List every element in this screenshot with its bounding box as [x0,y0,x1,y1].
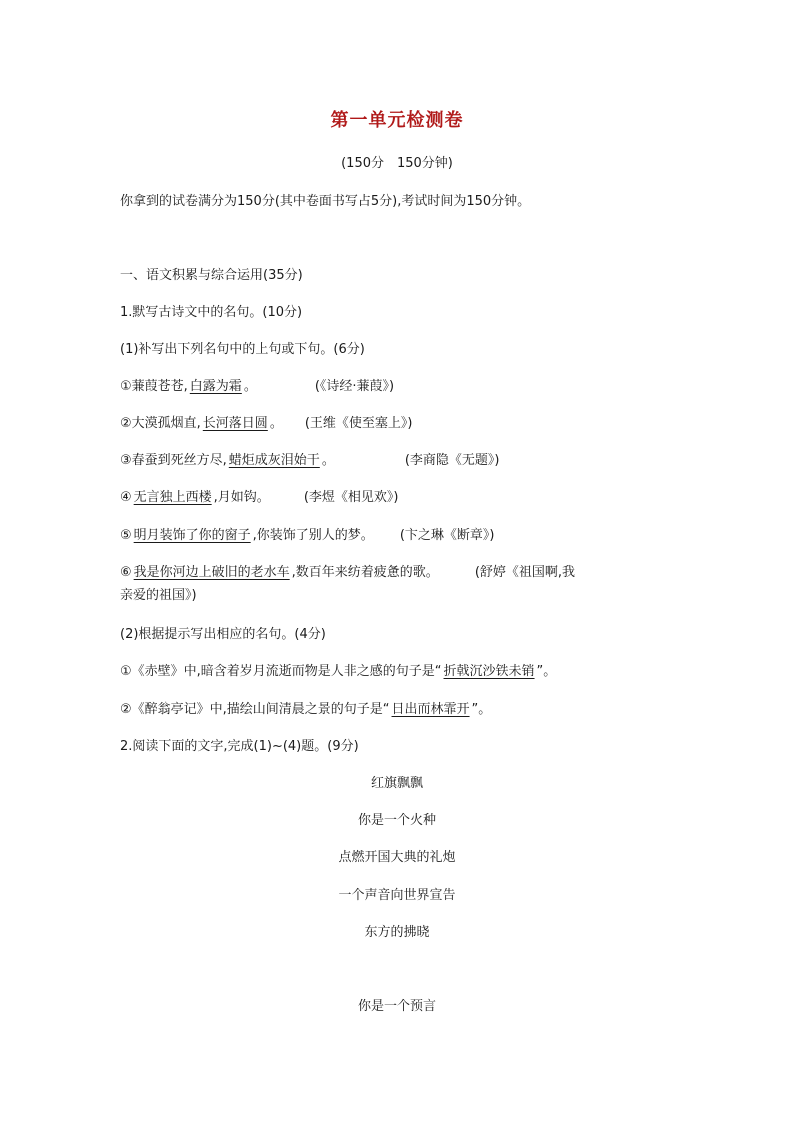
poem-line: 点燃开国大典的礼炮 [338,850,456,865]
fill-item-source: (王维《使至塞上》) [304,416,413,431]
fill-item-answer: 无言独上西楼 [133,490,212,505]
fill-item-2 [120,414,412,434]
recall-item-prompt: ②《醉翁亭记》中,描绘山间清晨之景的句子是“ [120,702,390,717]
section-heading: 一、语文积累与综合运用(35分) [120,268,303,283]
fill-item-4 [120,488,398,508]
fill-item-source: (舒婷《祖国啊,我 [474,565,576,580]
fill-item-suffix: 。 [321,453,335,468]
exam-subtitle: (150分 150分钟) [341,156,453,171]
fill-item-suffix: ,月如钩。 [213,490,270,505]
fill-item-1 [120,377,394,397]
fill-item-6-source-continued: 亲爱的祖国》) [120,588,197,603]
fill-item-answer: 我是你河边上破旧的老水车 [133,565,290,580]
poem-line: 东方的拂晓 [364,925,430,940]
fill-item-suffix: ,数百年来纺着疲惫的歌。 [291,565,439,580]
fill-item-prefix: ⑤ [120,528,132,543]
fill-item-suffix: 。 [243,379,257,394]
poem-line: 你是一个预言 [357,999,436,1014]
recall-item-prompt: ①《赤壁》中,暗含着岁月流逝而物是人非之感的句子是“ [120,664,442,679]
fill-item-answer: 蜡炬成灰泪始干 [228,453,320,468]
fill-item-source: (《诗经·蒹葭》) [314,379,395,394]
fill-item-prefix: ②大漠孤烟直, [120,416,201,431]
fill-item-answer: 长河落日圆 [202,416,268,431]
fill-item-prefix: ①蒹葭苍苍, [120,379,188,394]
recall-item-answer: 日出而林霏开 [391,702,470,717]
page-title: 第一单元检测卷 [330,110,464,131]
recall-item-suffix: ”。 [536,664,557,679]
recall-item-2 [120,700,491,720]
fill-item-prefix: ⑥ [120,565,132,580]
question-1-heading: 1.默写古诗文中的名句。(10分) [120,305,303,320]
question-1-part-1: (1)补写出下列名句中的上句或下句。(6分) [120,342,365,357]
fill-item-source: (卞之琳《断章》) [399,528,495,543]
exam-intro: 你拿到的试卷满分为150分(其中卷面书写占5分),考试时间为150分钟。 [120,194,531,209]
question-2-heading: 2.阅读下面的文字,完成(1)~(4)题。(9分) [120,739,359,754]
recall-item-answer: 折戟沉沙铁未销 [443,664,535,679]
fill-item-answer: 白露为霜 [189,379,242,394]
poem-line: 一个声音向世界宣告 [338,888,456,903]
recall-item-1 [120,662,556,682]
fill-item-prefix: ③春蚕到死丝方尽, [120,453,227,468]
recall-item-suffix: ”。 [471,702,492,717]
poem-line: 红旗飘飘 [370,776,423,791]
fill-item-source: (李商隐《无题》) [404,453,500,468]
fill-item-suffix: 。 [269,416,283,431]
question-1-part-2: (2)根据提示写出相应的名句。(4分) [120,627,326,642]
fill-item-answer: 明月装饰了你的窗子 [133,528,251,543]
fill-item-suffix: ,你装饰了别人的梦。 [252,528,374,543]
fill-item-source: (李煜《相见欢》) [303,490,399,505]
fill-item-5 [120,526,494,546]
fill-item-prefix: ④ [120,490,132,505]
fill-item-6 [120,563,575,583]
fill-item-3 [120,451,499,471]
poem-line: 你是一个火种 [357,813,436,828]
